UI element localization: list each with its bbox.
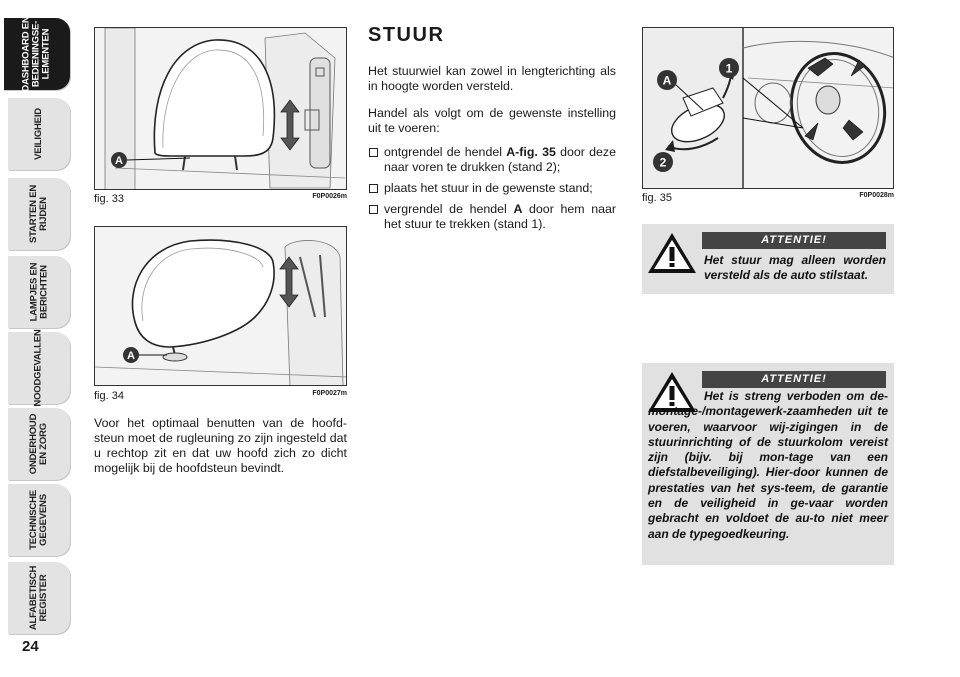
- tab-technische[interactable]: [8, 484, 70, 556]
- marker-1: 1: [725, 61, 733, 76]
- figure-34: [94, 226, 347, 404]
- list-item: plaats het stuur in de gewenste stand;: [368, 181, 616, 196]
- warning-triangle-icon: [646, 230, 698, 276]
- headrest-text: Voor het optimaal benutten van de hoofd-steun moet de rugleuning zo zijn ingesteld dat u rechtop zit en dat uw hoofd zich zo dicht mogelijk bij de hoofdsteun bevindt.: [94, 416, 347, 475]
- tab-lampjes[interactable]: [8, 256, 70, 328]
- warning-label: ATTENTIE!: [702, 371, 886, 388]
- figure-caption: fig. 35: [642, 192, 672, 204]
- tab-label: LAMPJES EN BERICHTEN: [28, 262, 49, 322]
- checkbox-bullet-icon: [369, 184, 378, 193]
- figure-33: [94, 27, 347, 205]
- tab-dashboard[interactable]: [4, 18, 70, 90]
- tab-label: DASHBOARD EN BEDIENINGSE- LEMENTEN: [21, 16, 52, 92]
- steering-illustration: [642, 27, 894, 189]
- tab-veiligheid[interactable]: [8, 98, 70, 170]
- figure-code: F0P0027m: [312, 390, 347, 397]
- tab-label: TECHNISCHE GEGEVENS: [27, 490, 49, 550]
- warning-box: [642, 363, 894, 565]
- headrest-illustration: [94, 226, 347, 386]
- figure-caption: fig. 34: [94, 390, 124, 402]
- tab-starten[interactable]: [8, 178, 70, 250]
- marker-a: A: [127, 350, 135, 362]
- warning-label: ATTENTIE!: [702, 232, 886, 249]
- instruction-list: [368, 145, 616, 238]
- list-item: ontgrendel de hendel A-fig. 35 door deze naar voren te drukken (stand 2);: [368, 145, 616, 175]
- section-title: STUUR: [368, 24, 445, 46]
- marker-a: A: [662, 73, 672, 88]
- tab-label: STARTEN EN RIJDEN: [28, 185, 49, 243]
- figure-code: F0P0028m: [859, 192, 894, 199]
- stuur-paragraph-2: Handel als volgt om de gewenste instelling uit te voeren:: [368, 106, 616, 135]
- figure-35: [642, 27, 894, 205]
- tab-register[interactable]: [8, 562, 70, 634]
- warning-text: Het stuur mag alleen worden versteld als de auto stilstaat.: [704, 253, 886, 283]
- figure-caption: fig. 33: [94, 193, 124, 205]
- tab-label: VEILIGHEID: [33, 108, 44, 160]
- warning-text: Het is streng verboden om de-montage-/montagewerk-zaamheden uit te voeren, waarvoor wij-zigingen in de stuurinrichting of de stuurkolom vereist zijn (bijv. bij mon-tage van een diefstalbeveiliging). Hier-door kunnen de prestaties van het sys-teem, de garantie en de veiligheid in ge-vaar worden gebracht en voldoet de au-to niet meer aan de typegoedkeuring.: [648, 389, 888, 541]
- warning-box: [642, 224, 894, 294]
- tab-label: ONDERHOUD EN ZORG: [27, 413, 49, 475]
- marker-a: A: [115, 155, 123, 167]
- tab-noodgevallen[interactable]: [8, 329, 70, 407]
- marker-2: 2: [659, 155, 667, 170]
- tab-label: NOODGEVALLEN: [33, 329, 44, 407]
- headrest-illustration: [94, 27, 347, 190]
- figure-code: F0P0026m: [312, 193, 347, 200]
- tab-onderhoud[interactable]: [8, 408, 70, 480]
- checkbox-bullet-icon: [369, 205, 378, 214]
- page-number: 24: [22, 638, 39, 655]
- stuur-paragraph-1: Het stuurwiel kan zowel in lengterichting als in hoogte worden versteld.: [368, 64, 616, 93]
- checkbox-bullet-icon: [369, 148, 378, 157]
- tab-label: ALFABETISCH REGISTER: [28, 565, 49, 631]
- list-item: vergrendel de hendel A door hem naar het stuur te trekken (stand 1).: [368, 202, 616, 232]
